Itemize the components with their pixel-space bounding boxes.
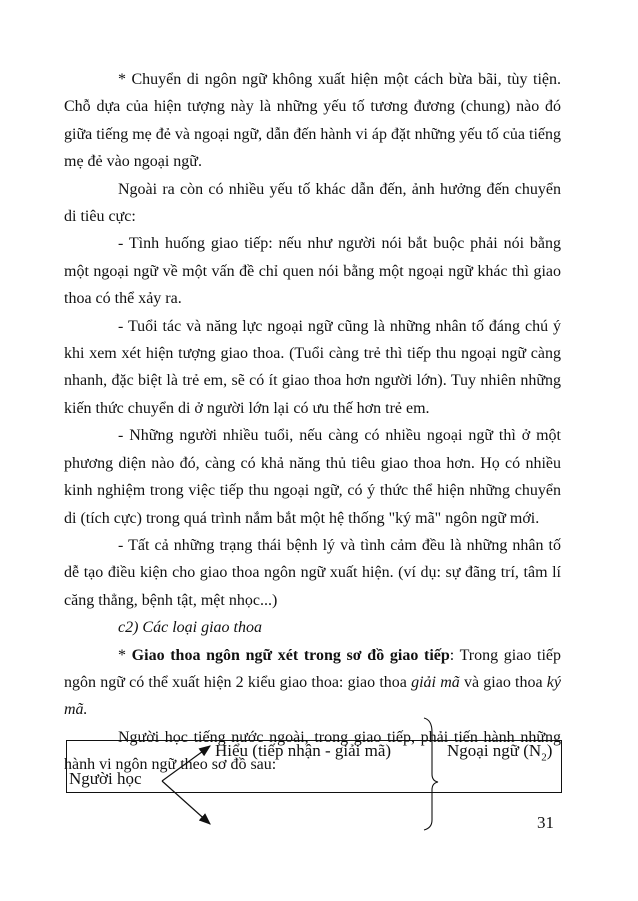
section-heading: c2) Các loại giao thoa — [118, 619, 262, 637]
foreign-language-close: ) — [546, 741, 553, 760]
paragraph-1: * Chuyển di ngôn ngữ không xuất hiện một cách bừa bãi, tùy tiện. Chỗ dựa của hiện tượng này là những yếu tố tương đương (chung) nào đó giữa tiếng mẹ đẻ và ngoại ngữ, dẫn đến hành vi áp đặt những yếu tố của tiếng mẹ đẻ vào ngoại ngữ. — [64, 71, 561, 171]
learner-label: Người học — [69, 769, 142, 788]
italic-term-decode: giải mã — [411, 673, 460, 691]
page-number: 31 — [537, 813, 554, 832]
paragraph-8: Người học tiếng nước ngoài, trong giao tiếp, phải tiến hành những hành vi ngôn ngữ theo sơ đồ sau: — [64, 728, 561, 774]
paragraph-6: - Tất cả những trạng thái bệnh lý và tình cảm đều là những nhân tố dễ tạo điều kiện cho giao thoa ngôn ngữ xuất hiện. (ví dụ: sự đãng trí, tâm lí căng thẳng, bệnh tật, mệt nhọc...) — [64, 536, 561, 609]
foreign-language-text: Ngoại ngữ (N — [447, 741, 542, 760]
right-brace — [424, 718, 438, 830]
bold-term: Giao thoa ngôn ngữ xét trong sơ đồ giao tiếp — [131, 646, 450, 664]
paragraph-3: - Tình huống giao tiếp: nếu như người nói bắt buộc phải nói bằng một ngoại ngữ về một vấn đề chỉ quen nói bằng một ngoại ngữ khác thì giao thoa có thể xảy ra. — [64, 235, 561, 308]
paragraph-7-text-a: : Trong giao tiếp ngôn ngữ có thể xuất hiện 2 kiểu giao thoa: giao thoa — [64, 646, 562, 691]
paragraph-5: - Những người nhiều tuổi, nếu càng có nhiều ngoại ngữ thì ở một phương diện nào đó, càng có khả năng thủ tiêu giao thoa hơn. Họ có nhiều kinh nghiệm trong việc tiếp thu ngoại ngữ, có ý thức thể hiện những chuyển di (tích cực) trong quá trình nắm bắt một hệ thống "ký mã" ngôn ngữ mới. — [64, 427, 561, 527]
paragraph-4: - Tuổi tác và năng lực ngoại ngữ cũng là những nhân tố đáng chú ý khi xem xét hiện tượng giao thoa. (Tuổi càng trẻ thì tiếp thu ngoại ngữ càng nhanh, đặc biệt là trẻ em, sẽ có ít giao thoa hơn người lớn). Tuy nhiên những kiến thức chuyển di ở người lớn lại có ưu thế hơn trẻ em. — [64, 317, 561, 417]
bullet-star: * — [118, 646, 132, 664]
understand-label: Hiểu (tiếp nhận - giải mã) — [215, 741, 392, 760]
paragraph-7-text-b: và giao thoa — [459, 673, 547, 691]
italic-term-encode: ký mã. — [64, 673, 561, 719]
paragraph-2: Ngoài ra còn có nhiều yếu tố khác dẫn đến, ảnh hưởng đến chuyển di tiêu cực: — [64, 180, 561, 226]
foreign-language-subscript: 2 — [541, 751, 547, 764]
arrow-up — [162, 746, 210, 781]
arrow-down — [162, 781, 210, 824]
